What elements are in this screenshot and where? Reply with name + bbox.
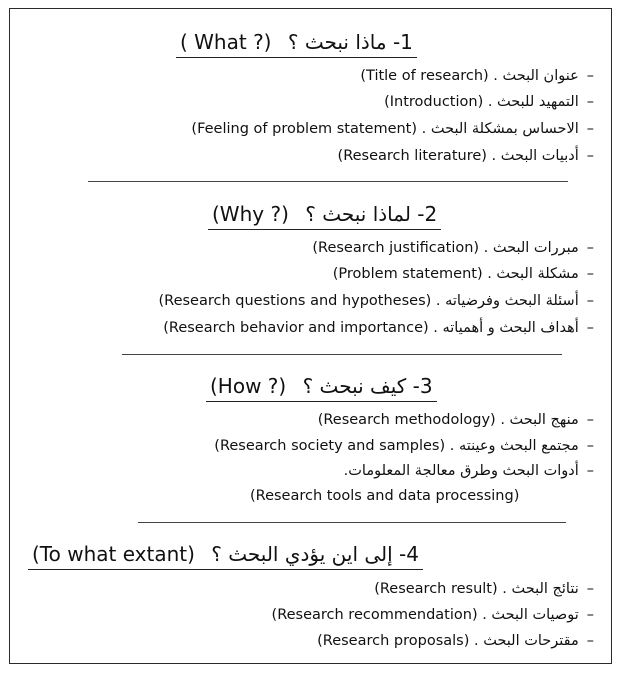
list-item: (Research questions and hypotheses) أسئلة البحث وفرضياته . – [158, 293, 594, 309]
section-2-heading-ar: 2- لماذا نبحث ؟ [305, 202, 438, 226]
list-item: أدوات البحث وطرق معالجة المعلومات. – [343, 463, 594, 479]
list-item: (Feeling of problem statement) الاحساس بمشكلة البحث . – [191, 121, 594, 137]
section-3-heading [206, 374, 437, 402]
list-item: (Introduction) التمهيد للبحث . – [384, 94, 594, 110]
list-item: (Research proposals) مقترحات البحث . – [317, 633, 594, 649]
section-4-heading-en: (To what extant) [32, 542, 195, 566]
divider [138, 522, 566, 523]
section-2-heading [208, 202, 441, 230]
list-item: (Problem statement) مشكلة البحث . – [332, 266, 594, 282]
divider [88, 181, 568, 182]
list-item: (Research literature) أدبيات البحث . – [337, 148, 594, 164]
list-item: (Research behavior and importance) أهداف البحث و أهمياته . – [163, 320, 594, 336]
section-1-heading [176, 30, 417, 58]
section-4-heading [28, 542, 423, 570]
section-3-heading-ar: 3- كيف نبحث ؟ [302, 374, 433, 398]
divider [122, 354, 562, 355]
list-item: (Research society and samples) مجتمع البحث وعينته . – [214, 438, 594, 454]
list-item-continuation: (Research tools and data processing) [250, 488, 520, 504]
section-1-heading-ar: 1- ماذا نبحث ؟ [287, 30, 413, 54]
list-item: (Research justification) مبررات البحث . – [312, 240, 594, 256]
section-3-heading-en: (How ?) [210, 374, 287, 398]
list-item: (Research result) نتائج البحث . – [374, 581, 594, 597]
section-4-heading-ar: 4- إلى اين يؤدي البحث ؟ [211, 542, 419, 566]
section-2-heading-en: (Why ?) [212, 202, 289, 226]
section-1-heading-en: ( What ?) [180, 30, 272, 54]
list-item: (Research methodology) منهج البحث . – [317, 412, 594, 428]
list-item: (Title of research) عنوان البحث . – [360, 68, 594, 84]
list-item: (Research recommendation) توصيات البحث . – [271, 607, 594, 623]
